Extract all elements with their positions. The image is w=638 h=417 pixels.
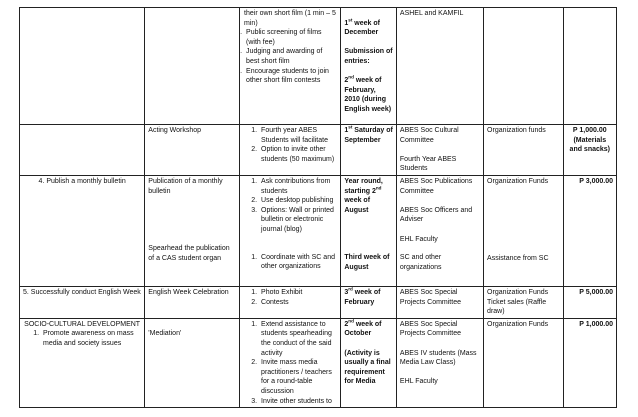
activity-cell: English Week Celebration [145, 286, 240, 318]
details-cell [240, 8, 341, 125]
responsible-line: ABES IV students (Mass Media Law Class) [399, 349, 477, 367]
list-item: 1. Coordinate with SC and other organizations [259, 253, 337, 272]
task-cell [20, 8, 145, 125]
source-cell: Organization Funds [484, 318, 564, 407]
activity-text: Spearhead the publication of a CAS student organ [148, 245, 230, 262]
responsible-line: ABES Soc Officers and Adviser [399, 206, 473, 224]
timeline-cell [341, 318, 397, 407]
source-text: Assistance from SC [487, 254, 549, 262]
timeline-line: Submission of entries: [344, 48, 393, 65]
details-cell [240, 318, 341, 407]
responsible-cell: ABES Soc Special Projects Committee [396, 286, 483, 318]
timeline-cell [341, 175, 397, 286]
source-cell: Organization funds [484, 125, 564, 176]
list-item: 1. Photo Exhibit [259, 288, 337, 298]
responsible-line: EHL Faculty [399, 235, 438, 243]
source-cell: Organization Funds Ticket sales (Raffle draw) [484, 286, 564, 318]
timeline-line: 2nd week of February, 2010 (during English week) [344, 74, 392, 113]
activity-cell: Acting Workshop [145, 125, 240, 176]
budget-cell: P 5,000.00 [563, 286, 616, 318]
timeline-cell [341, 8, 397, 125]
task-cell: 4. Publish a monthly bulletin [20, 175, 145, 286]
budget-cell [563, 8, 616, 125]
activity-cell [145, 175, 240, 286]
list-item: 2. Invite mass media practitioners / teachers for a round-table discussion [259, 358, 337, 396]
timeline-line: (Activity is usually a final requirement for Media [344, 349, 391, 386]
responsible-line: Fourth Year ABES Students [399, 155, 457, 173]
budget-cell: P 3,000.00 [563, 175, 616, 286]
activity-text: Publication of a monthly bulletin [148, 177, 223, 195]
responsible-line: ABES Soc Publications Committee [399, 177, 473, 195]
task-cell: 5. Successfully conduct English Week [20, 286, 145, 318]
responsible-line: ABES Soc Special Projects Committee [399, 320, 461, 338]
list-item: 3. Options: Wall or printed bulletin or electronic journal (blog) [259, 206, 337, 235]
details-cell [240, 175, 341, 286]
list-item: their own short film (1 min – 5 min) [244, 10, 336, 27]
responsible-line: EHL Faculty [399, 378, 438, 386]
list-item: 1. Extend assistance to students spearheading the conduct of the said activity [259, 320, 337, 358]
responsible-line: SC and other organizations [399, 254, 442, 271]
source-cell [484, 8, 564, 125]
list-item: 1. Promote awareness on mass media and society issues [41, 329, 141, 348]
details-cell [240, 286, 341, 318]
activity-cell [145, 318, 240, 407]
source-text: Organization Funds [487, 177, 549, 185]
responsible-cell [396, 175, 483, 286]
task-cell [20, 125, 145, 176]
timeline-cell: 1st Saturday of September [341, 125, 397, 176]
table-row [20, 318, 617, 407]
activity-cell [145, 8, 240, 125]
timeline-line: Third week of August [344, 254, 390, 271]
responsible-cell: ASHEL and KAMFIL [396, 8, 483, 125]
list-item: 3. Invite other students to [259, 397, 337, 407]
timeline-line: 1st week of December [344, 17, 380, 37]
table-row [20, 125, 617, 176]
list-item: 2. Contests [259, 298, 337, 308]
activity-plan-table [19, 7, 617, 408]
budget-cell: P 1,000.00 (Materials and snacks) [563, 125, 616, 176]
list-item: 1. Fourth year ABES Students will facilitate [259, 126, 337, 145]
list-item: 5. Judging and awarding of best short film [244, 47, 337, 66]
table-row [20, 286, 617, 318]
timeline-line: 2nd week of October [344, 318, 382, 338]
responsible-cell [396, 125, 483, 176]
list-item: 4. Public screening of films (with fee) [244, 28, 337, 47]
table-row [20, 175, 617, 286]
task-cell [20, 318, 145, 407]
list-item: 2. Option to invite other students (50 maximum) [259, 145, 337, 164]
responsible-cell [396, 318, 483, 407]
timeline-cell: 3rd week of February [341, 286, 397, 318]
section-heading: SOCIO-CULTURAL DEVELOPMENT [24, 320, 141, 328]
source-cell [484, 175, 564, 286]
details-cell [240, 125, 341, 176]
budget-cell: P 1,000.00 [563, 318, 616, 407]
responsible-line: ABES Soc Cultural Committee [399, 127, 459, 144]
list-item: 1. Ask contributions from students [259, 177, 337, 196]
list-item: 6. Encourage students to join other short film contests [244, 67, 337, 86]
activity-text: 'Mediation' [148, 330, 182, 338]
table-row [20, 8, 617, 125]
timeline-line: Year round, starting 2nd week of August [344, 177, 383, 214]
list-item: 2. Use desktop publishing [259, 196, 337, 206]
